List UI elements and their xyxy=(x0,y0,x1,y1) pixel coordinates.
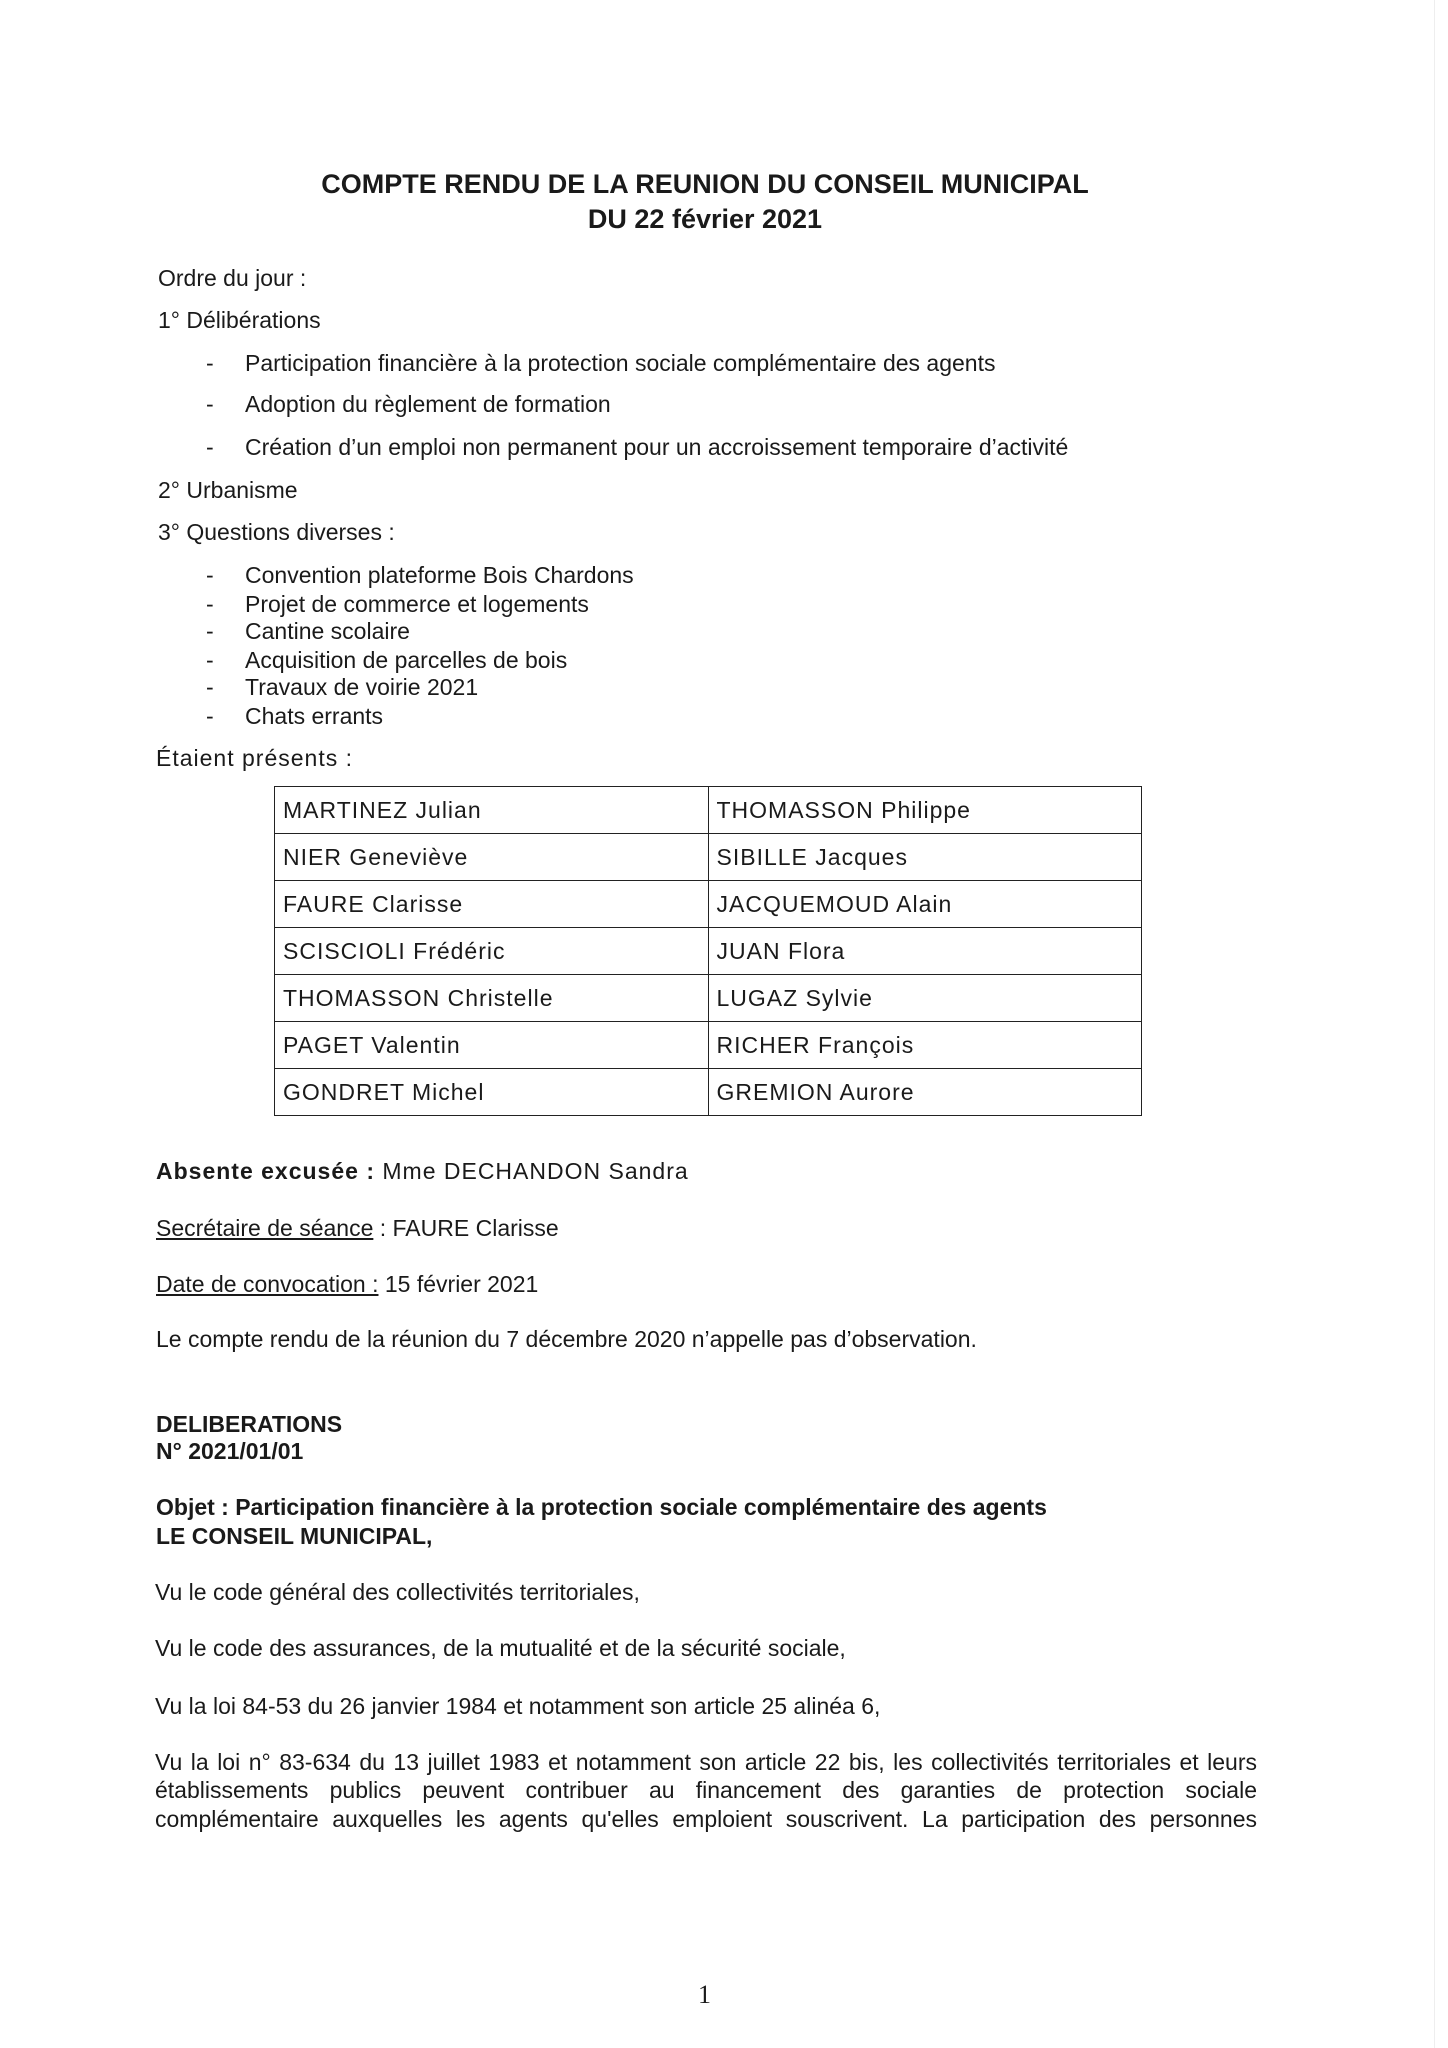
list-item: Acquisition de parcelles de bois xyxy=(245,647,568,673)
secretary-line xyxy=(156,1214,559,1242)
bullet-dash: - xyxy=(206,562,214,588)
absent-value: Mme DECHANDON Sandra xyxy=(374,1158,689,1184)
list-item: Chats errants xyxy=(245,703,384,729)
paragraph-line: complémentaire auxquelles les agents qu'elles emploient souscrivent. La participation des personnes xyxy=(155,1806,1257,1832)
doc-subtitle: DU 22 février 2021 xyxy=(587,204,823,234)
secretary-label: Secrétaire de séance xyxy=(156,1215,374,1241)
table-cell: GONDRET Michel xyxy=(275,1069,709,1116)
table-cell: JACQUEMOUD Alain xyxy=(708,881,1142,928)
vu-line: Vu le code des assurances, de la mutualité et de la sécurité sociale, xyxy=(155,1635,846,1661)
table-cell: PAGET Valentin xyxy=(275,1022,709,1069)
table-row xyxy=(275,881,1142,928)
agenda-heading: Ordre du jour : xyxy=(158,265,307,291)
list-item: Convention plateforme Bois Chardons xyxy=(245,562,634,588)
table-cell: GREMION Aurore xyxy=(708,1069,1142,1116)
list-item: Participation financière à la protection sociale complémentaire des agents xyxy=(245,350,996,376)
convocation-value: 15 février 2021 xyxy=(378,1271,539,1297)
table-cell: RICHER François xyxy=(708,1022,1142,1069)
doc-title: COMPTE RENDU DE LA REUNION DU CONSEIL MUNICIPAL xyxy=(321,169,1089,199)
table-cell: SIBILLE Jacques xyxy=(708,834,1142,881)
table-cell: NIER Geneviève xyxy=(275,834,709,881)
convocation-label: Date de convocation : xyxy=(156,1271,379,1297)
absent-line xyxy=(156,1157,689,1185)
table-row xyxy=(275,1022,1142,1069)
table-cell: THOMASSON Philippe xyxy=(708,787,1142,834)
absent-label: Absente excusée : xyxy=(156,1158,375,1184)
list-item: Travaux de voirie 2021 xyxy=(245,674,479,700)
list-item: Cantine scolaire xyxy=(245,618,410,644)
table-row xyxy=(275,975,1142,1022)
bullet-dash: - xyxy=(206,391,214,417)
list-item: Projet de commerce et logements xyxy=(245,591,589,617)
table-cell: JUAN Flora xyxy=(708,928,1142,975)
table-row xyxy=(275,928,1142,975)
bullet-dash: - xyxy=(206,350,214,376)
deliberation-number: N° 2021/01/01 xyxy=(156,1438,304,1464)
vu-line: Vu la loi 84-53 du 26 janvier 1984 et notamment son article 25 alinéa 6, xyxy=(155,1693,881,1719)
list-item: Adoption du règlement de formation xyxy=(245,391,611,417)
scan-edge xyxy=(1434,0,1435,2048)
table-cell: MARTINEZ Julian xyxy=(275,787,709,834)
list-item: Création d’un emploi non permanent pour un accroissement temporaire d’activité xyxy=(245,434,1069,460)
vu-line: Vu le code général des collectivités territoriales, xyxy=(155,1579,640,1605)
agenda-section-3: 3° Questions diverses : xyxy=(158,519,395,545)
table-row xyxy=(275,1069,1142,1116)
table-row xyxy=(275,834,1142,881)
convocation-line xyxy=(156,1270,538,1298)
agenda-section-1: 1° Délibérations xyxy=(158,307,321,333)
table-cell: THOMASSON Christelle xyxy=(275,975,709,1022)
previous-minutes: Le compte rendu de la réunion du 7 décembre 2020 n’appelle pas d’observation. xyxy=(156,1326,977,1352)
deliberation-object: Objet : Participation financière à la protection sociale complémentaire des agents xyxy=(156,1494,1047,1520)
deliberations-heading: DELIBERATIONS xyxy=(156,1411,343,1437)
secretary-value: : FAURE Clarisse xyxy=(373,1215,559,1241)
table-cell: LUGAZ Sylvie xyxy=(708,975,1142,1022)
bullet-dash: - xyxy=(206,434,214,460)
bullet-dash: - xyxy=(206,703,214,729)
table-row xyxy=(275,787,1142,834)
page-number: 1 xyxy=(698,1980,711,2009)
paragraph-line: Vu la loi n° 83-634 du 13 juillet 1983 et notamment son article 22 bis, les collectivités territoriales et leurs xyxy=(155,1749,1257,1775)
bullet-dash: - xyxy=(206,674,214,700)
table-cell: SCISCIOLI Frédéric xyxy=(275,928,709,975)
bullet-dash: - xyxy=(206,618,214,644)
council-heading: LE CONSEIL MUNICIPAL, xyxy=(156,1523,433,1549)
present-heading: Étaient présents : xyxy=(156,745,353,771)
agenda-section-2: 2° Urbanisme xyxy=(158,477,298,503)
paragraph-line: établissements publics peuvent contribuer au financement des garanties de protection sociale xyxy=(155,1777,1257,1803)
table-cell: FAURE Clarisse xyxy=(275,881,709,928)
bullet-dash: - xyxy=(206,591,214,617)
attendees-table xyxy=(274,786,1142,1116)
bullet-dash: - xyxy=(206,647,214,673)
